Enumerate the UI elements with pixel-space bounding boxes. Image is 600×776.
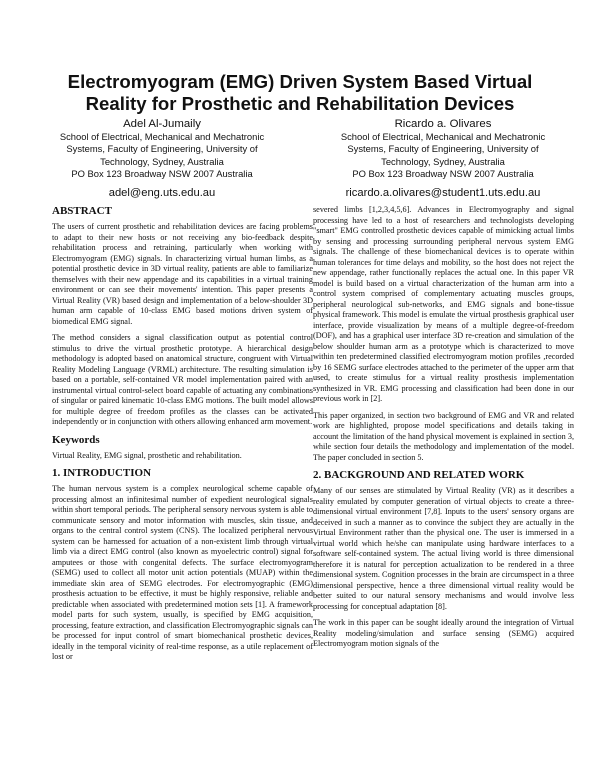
right-column (313, 205, 574, 656)
author-address-line: PO Box 123 Broadway NSW 2007 Australia (71, 168, 253, 180)
keywords-heading: Keywords (52, 433, 100, 446)
abstract-paragraph: The method considers a signal classification output as potential control stimulus to drive the virtual prosthetic prototype. A hierarchical design methodology is adopted based on anatomical structure, congruent with Virtual Reality Modeling Language (VRML) architecture. The resulting simulation is based on a portable, self-contained VR model implementation paired with an instrumental virtual control-select board capable of actuating any combinations of singular or paired kinematic 10-class EMG motions. The built model allows for multiple degree of freedom profiles as the classes can be activated independently or in conjunction with others allowing enhanced arm movement. (52, 333, 313, 426)
author-name: Adel Al-Jumaily (123, 118, 201, 130)
author-affiliation-line: Systems, Faculty of Engineering, University of (347, 143, 539, 155)
abstract-heading: ABSTRACT (52, 205, 112, 217)
keywords-text: Virtual Reality, EMG signal, prosthetic and rehabilitation. (52, 450, 242, 460)
background-paragraph: The work in this paper can be sought ideally around the integration of Virtual Reality modeling/simulation and surface sensing (SEMG) acquired Electromyogram motion signals of the (313, 618, 574, 648)
background-paragraph: Many of our senses are stimulated by Virtual Reality (VR) as it describes a reality emulated by computer generation of virtual objects to create a three-dimensional virtual environment [7,8]. Inputs to the users' sensory organs are deceived in such a manner as to convince the subject they are actually in the Virtual Environment rather than the physical one. The user is immersed in a virtual world which he/she can manipulate using hardware interfaces to a software self-contained system. The actual living world is three dimensional therefore it is natural for perception actualization to be rendered in a three dimensional system. Cognition processes in the brain are circumspect in a three dimensional perspective, hence a three dimensional virtual reality would be better suited to our natural sensory mechanisms and would involve less processing for conceptual adaptation [8]. (313, 486, 574, 611)
author-email[interactable]: adel@eng.uts.edu.au (108, 186, 216, 199)
author-block-2 (305, 118, 581, 199)
left-column (52, 205, 313, 669)
introduction-paragraph: The human nervous system is a complex neurological scheme capable of processing almost an infinitesimal number of expedient neurological signals within short temporal periods. The peripheral sensory nervous system is able to communicate sensory and motor information with muscles, skin tissue, and organs to the central control system (CNS). The localized peripheral nervous system can be harnessed for actuation of a non-existent limb through virtual limb via a direct EMG control (also known as myoelectric control) signal for amputees or those with congenital defects. The surface electromyogram (SEMG) used to collect all motor unit action potentials (MUAP) within the immediate skin area of SEMG electrodes. For electromyographic (EMG) prosthesis actuation to be effective, it must be highly responsive, reliable and predictable when associated with predetermined motion sets [1]. A framework model parts for such system, usually, is specified by EMG acquisition, processing, feature extraction, and classification Electromyographic signals can be processed for input control of smart biomechanical prosthetic devices, ideally in the temporal vicinity of real-time response, as a utile replacement of lost or (52, 484, 313, 661)
author-affiliation-line: School of Electrical, Mechanical and Mechatronic (340, 131, 546, 142)
paper-title (30, 71, 570, 115)
author-name: Ricardo a. Olivares (394, 118, 492, 130)
abstract-paragraph: The users of current prosthetic and rehabilitation devices are facing problems to adapt to their new hosts or not receiving any bio-feedback despite rehabilitation process and retraining, particularly when working with Electromyogram (EMG) signals. In characterizing virtual human limbs, as a potential prosthetic device in 3D virtual reality, patients are able to familiarize themselves with their new appendage and its capabilities in a virtual training environment or can see their movements' intention. This paper presents a Virtual Reality (VR) based design and implementation of a below-shoulder 3D human arm capable of 10-class EMG based motions driven system of biomedical EMG signal. (52, 222, 313, 326)
title-line-1: Electromyogram (EMG) Driven System Based Virtual (67, 71, 533, 92)
organization-paragraph: This paper organized, in section two background of EMG and VR and related work are highlighted, propose model specifications and details taking in account the limitation of the hand physical movement is explained in section 3, while section four details the methodology and implementation of the model. The paper concluded in section 5. (313, 410, 574, 462)
author-affiliation-line: School of Electrical, Mechanical and Mechatronic (59, 131, 265, 142)
author-block-1 (24, 118, 300, 199)
background-heading: 2. BACKGROUND AND RELATED WORK (313, 469, 525, 481)
introduction-paragraph-continued: severed limbs [1,2,3,4,5,6]. Advances in Electromyography and signal processing have led to a host of researchers and technologists developing "smart" EMG controlled prosthetic devices capable of mimicking actual limbs by sensing and processing surrounding peripheral nervous system EMG signals. The challenge of these biomechanical devices is to operate within human tolerances for time delays and mobility, so the host does not reject the new appendage, rather functionally replaces the actual one. In this paper VR model is build based on a virtual characterization of the human arm into a control system comprised of complementary actuating muscles groups, peripheral neurological sub-networks, and EMG signals and bone-tissue physical framework. This model is emulate the virtual prosthesis graphical user interface, provide visualization by means of a multiple degree-of-freedom (DOF), and has a graphical user interface 3D re-creation and simulation of the below shoulder human arm as a prototype which is characterized to move within ten predetermined classified electromyogram motion profiles ,recorded by 16 SEMG surface electrodes attached to the perimeter of the upper arm that used, to create stimulus for a virtual reality prosthesis implementation synthesized in VR. EMG processing and classification had been done in our previous work in [2]. (313, 205, 574, 403)
title-line-2: Reality for Prosthetic and Rehabilitation Devices (85, 93, 515, 114)
author-address-line: PO Box 123 Broadway NSW 2007 Australia (352, 168, 534, 180)
author-affiliation-line: Technology, Sydney, Australia (381, 155, 505, 167)
author-email[interactable]: ricardo.a.olivares@student1.uts.edu.au (345, 186, 541, 199)
introduction-heading: 1. INTRODUCTION (52, 467, 152, 479)
author-affiliation-line: Systems, Faculty of Engineering, University of (66, 143, 258, 155)
author-affiliation-line: Technology, Sydney, Australia (100, 155, 224, 167)
